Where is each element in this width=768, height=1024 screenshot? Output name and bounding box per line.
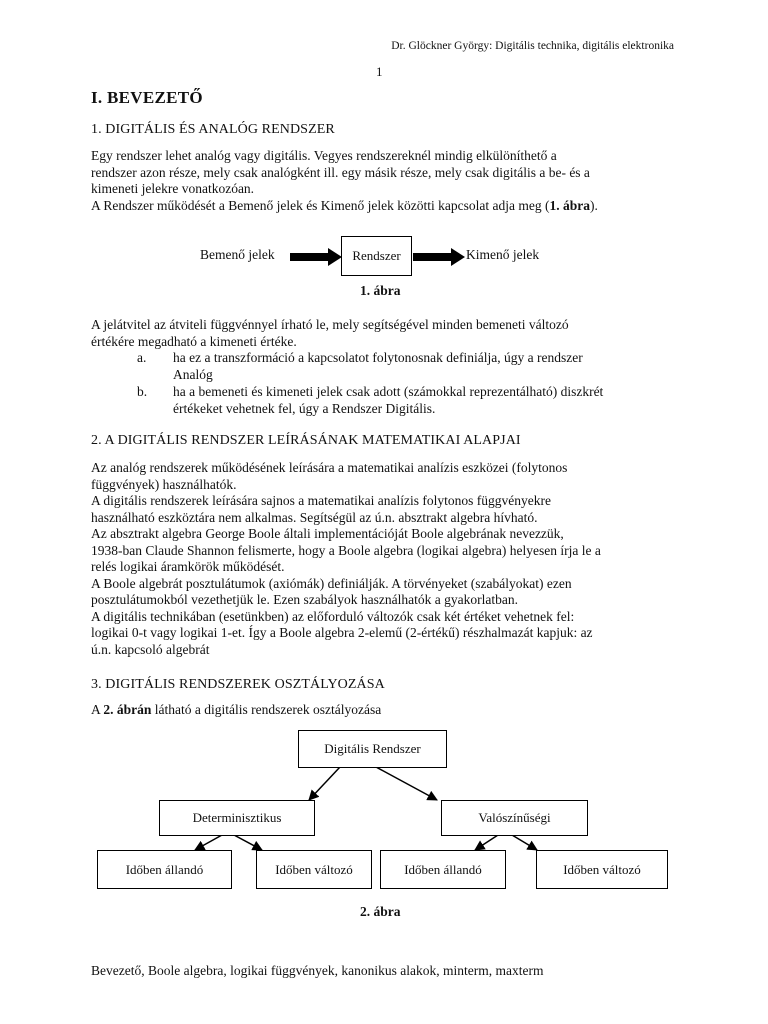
connector-arrow (309, 767, 340, 800)
figure-1-input-label: Bemenő jelek (200, 247, 275, 262)
list-marker: b. (137, 384, 148, 399)
section-3-heading: 3. DIGITÁLIS RENDSZEREK OSZTÁLYOZÁSA (91, 677, 385, 692)
figure-1-caption: 1. ábra (360, 283, 401, 298)
text-line: Egy rendszer lehet analóg vagy digitális. Vegyes rendszereknél mindig elkülöníthető a (91, 148, 557, 163)
section-1-heading: 1. DIGITÁLIS ÉS ANALÓG RENDSZER (91, 122, 335, 137)
tree-leaf-box (97, 850, 232, 889)
tree-leaf-box (256, 850, 372, 889)
tree-node-label: Valószínűségi (478, 810, 551, 825)
tree-right-box (441, 800, 588, 836)
text-line: relés logikai áramkörök működését. (91, 559, 285, 574)
figure-1-system-label: Rendszer (352, 248, 401, 263)
tree-node-label: Determinisztikus (192, 810, 282, 825)
figure-1-output-label: Kimenő jelek (466, 247, 540, 262)
chapter-title: I. BEVEZETŐ (91, 88, 203, 107)
page-number: 1 (376, 64, 383, 79)
text-line: posztulátumokból vezethetjük le. Ezen szabályok használhatók a gyakorlatban. (91, 592, 518, 607)
text-line: ha a bemeneti és kimeneti jelek csak adott (számokkal reprezentálható) diszkrét (173, 384, 604, 399)
tree-left-box (159, 800, 315, 836)
text-line: ha ez a transzformáció a kapcsolatot folytonosnak definiálja, úgy a rendszer (173, 350, 583, 365)
connector-arrow (195, 835, 222, 850)
page-footer: Bevezető, Boole algebra, logikai függvények, kanonikus alakok, minterm, maxterm (91, 963, 544, 978)
text-line: kimeneti jelekre vonatkozóan. (91, 181, 255, 196)
text-run: A Rendszer működését a Bemenő jelek és Kimenő jelek közötti kapcsolat adja meg ( (91, 197, 550, 213)
text-line: A digitális rendszerek leírására sajnos a matematikai analízis folytonos függvényekre (91, 493, 551, 508)
connector-arrow (376, 767, 437, 800)
tree-node-label: Időben változó (275, 861, 353, 877)
tree-node-label: Időben állandó (404, 861, 482, 877)
text-run: ). (590, 197, 598, 213)
tree-node-label: Időben állandó (125, 861, 204, 877)
section-2-heading: 2. A DIGITÁLIS RENDSZER LEÍRÁSÁNAK MATEMATIKAI ALAPJAI (91, 433, 521, 448)
tree-node-label: Digitális Rendszer (324, 741, 421, 756)
text-line: A jelátvitel az átviteli függvénnyel írható le, mely segítségével minden bemeneti változó (91, 317, 569, 332)
running-header: Dr. Glöckner György: Digitális technika, digitális elektronika (391, 40, 674, 52)
text-line: 1938-ban Claude Shannon felismerte, hogy a Boole algebra (logikai algebra) helyesen írja le a (91, 542, 601, 558)
tree-root-box (298, 730, 447, 768)
tree-node-label: Időben változó (563, 861, 641, 877)
text-line: Az absztrakt algebra George Boole általi implementációját Boole algebrának nevezzük, (91, 526, 564, 541)
text-line: használható eszköztára nem alkalmas. Segítségül az ú.n. absztrakt algebra hívható. (91, 509, 538, 525)
text-line: ú.n. kapcsoló algebrát (91, 641, 210, 657)
text-run: A (91, 702, 104, 717)
connector-arrow (234, 835, 262, 850)
text-line: A digitális technikában (esetünkben) az előforduló változók csak két értéket vehetnek fel: (91, 608, 575, 624)
tree-leaf-box (380, 850, 506, 889)
list-marker: a. (137, 350, 147, 365)
text-line: függvények) használhatók. (91, 476, 237, 492)
connector-arrow (512, 835, 537, 850)
text-line: Analóg (173, 366, 213, 382)
text-line: értékére megadható a kimeneti értéke. (91, 333, 297, 349)
text-line: rendszer azon része, mely csak analógként ill. egy másik része, mely csak digitális a be- és a (91, 164, 590, 180)
figure-2-caption: 2. ábra (360, 904, 401, 919)
text-line: A Boole algebrát posztulátumok (axiómák) definiálják. A törvényeket (szabályokat) ezen (91, 575, 572, 591)
tree-leaf-box (536, 850, 668, 889)
figure-reference: 1. ábra (549, 197, 590, 213)
text-line: logikai 0-t vagy logikai 1-et. Így a Boole algebra 2-elemű (2-értékű) részhalmazát kapjuk: az (91, 625, 593, 640)
text-line: Az analóg rendszerek működésének leírására a matematikai analízis eszközei (folytonos (91, 460, 568, 475)
text-line: értékeket vehetnek fel, úgy a Rendszer Digitális. (173, 400, 436, 416)
text-run: látható a digitális rendszerek osztályozása (151, 702, 382, 717)
figure-reference: 2. ábrán (103, 702, 152, 717)
connector-arrow (475, 835, 498, 850)
